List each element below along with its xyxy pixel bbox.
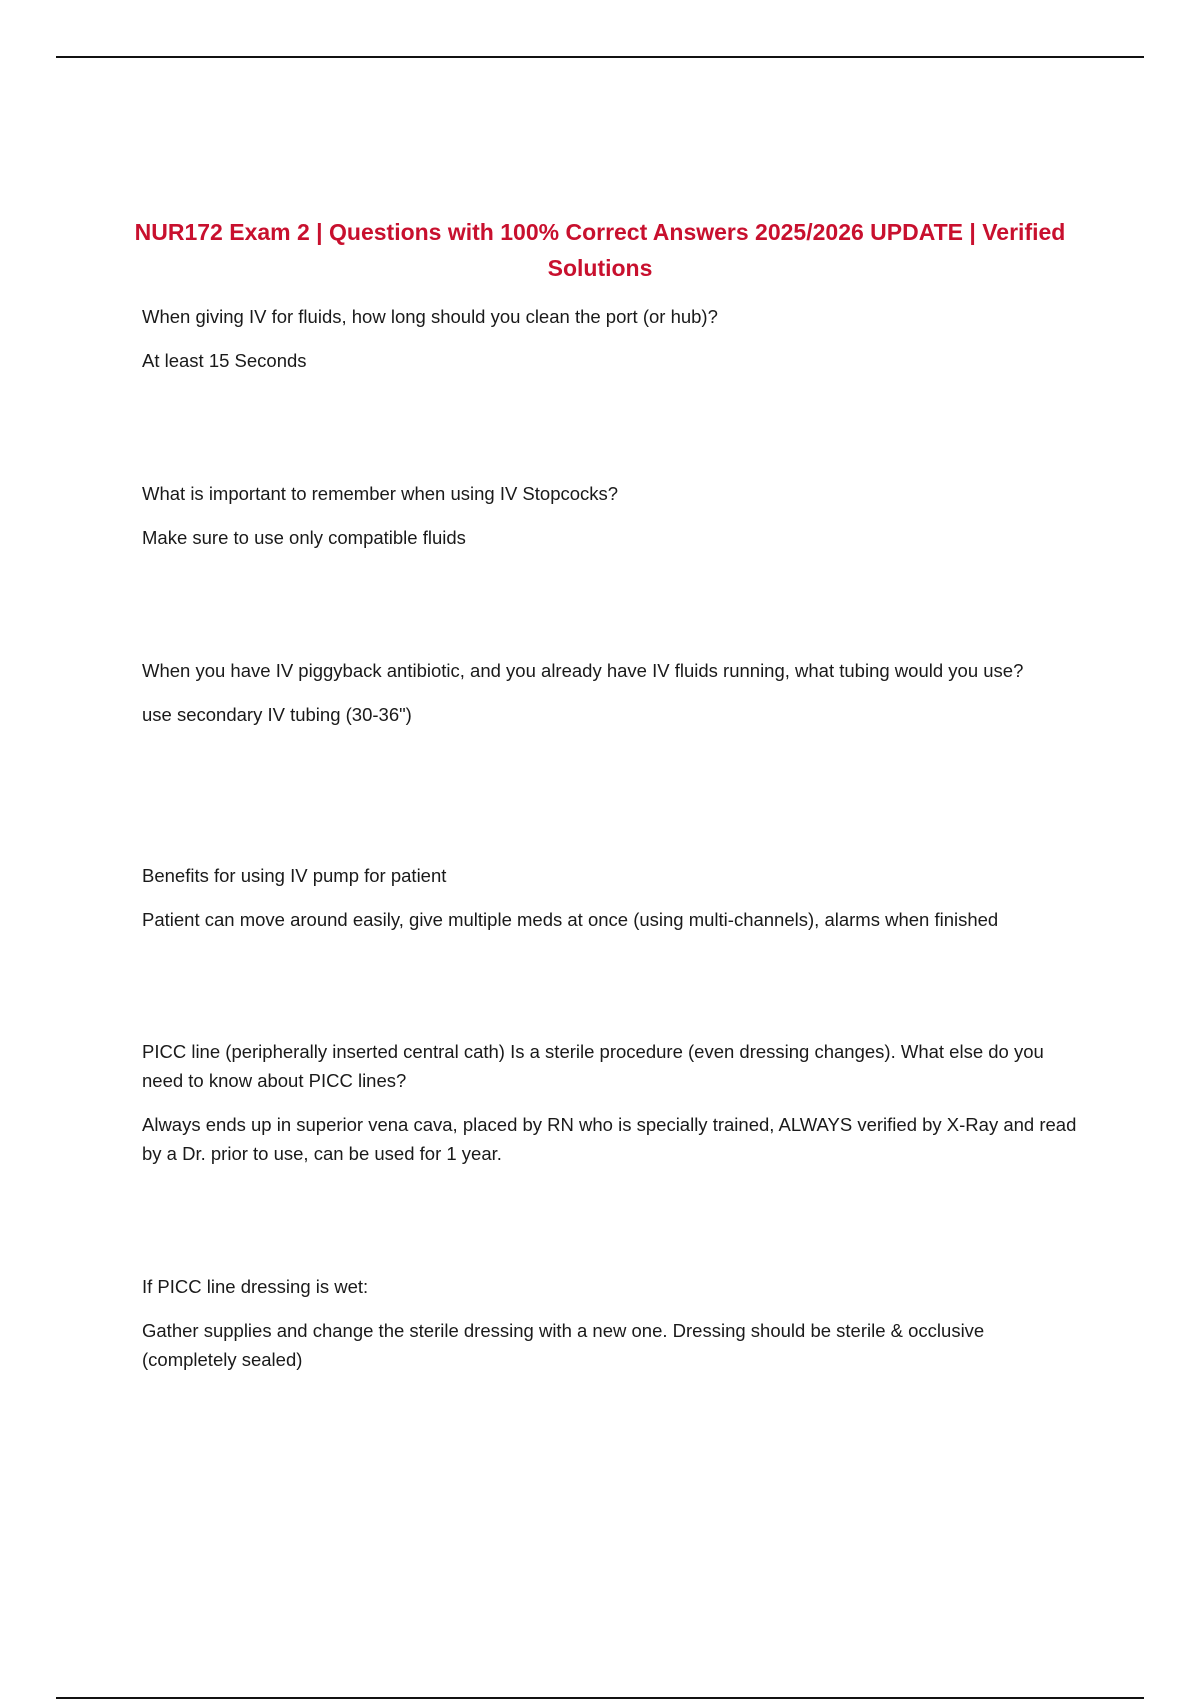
qa-item	[142, 656, 1082, 729]
header-rule	[56, 56, 1144, 58]
answer-text: Make sure to use only compatible fluids	[142, 527, 466, 548]
footer-rule	[56, 1697, 1144, 1699]
qa-item	[142, 1272, 1082, 1374]
qa-item	[142, 1037, 1082, 1168]
document-title: NUR172 Exam 2 | Questions with 100% Correct Answers 2025/2026 UPDATE | Verified Solutions	[134, 219, 1066, 281]
question-text: PICC line (peripherally inserted central cath) Is a sterile procedure (even dressing changes). What else do you need to know about PICC lines?	[142, 1041, 1044, 1091]
qa-item	[142, 861, 1082, 934]
answer-text: Always ends up in superior vena cava, placed by RN who is specially trained, ALWAYS verified by X-Ray and read by a Dr. prior to use, can be used for 1 year.	[142, 1114, 1077, 1164]
question-text: When giving IV for fluids, how long should you clean the port (or hub)?	[142, 306, 718, 327]
question-text: Benefits for using IV pump for patient	[142, 865, 447, 886]
answer-text: Patient can move around easily, give multiple meds at once (using multi-channels), alarms when finished	[142, 909, 999, 930]
answer-text: At least 15 Seconds	[142, 350, 307, 371]
qa-item	[142, 302, 1082, 375]
answer-text: use secondary IV tubing (30-36")	[142, 704, 412, 725]
qa-item	[142, 479, 1082, 552]
question-text: What is important to remember when using IV Stopcocks?	[142, 483, 619, 504]
question-text: If PICC line dressing is wet:	[142, 1276, 369, 1297]
answer-text: Gather supplies and change the sterile dressing with a new one. Dressing should be sterile & occlusive (completely sealed)	[142, 1320, 985, 1370]
question-text: When you have IV piggyback antibiotic, and you already have IV fluids running, what tubing would you use?	[142, 660, 1024, 681]
